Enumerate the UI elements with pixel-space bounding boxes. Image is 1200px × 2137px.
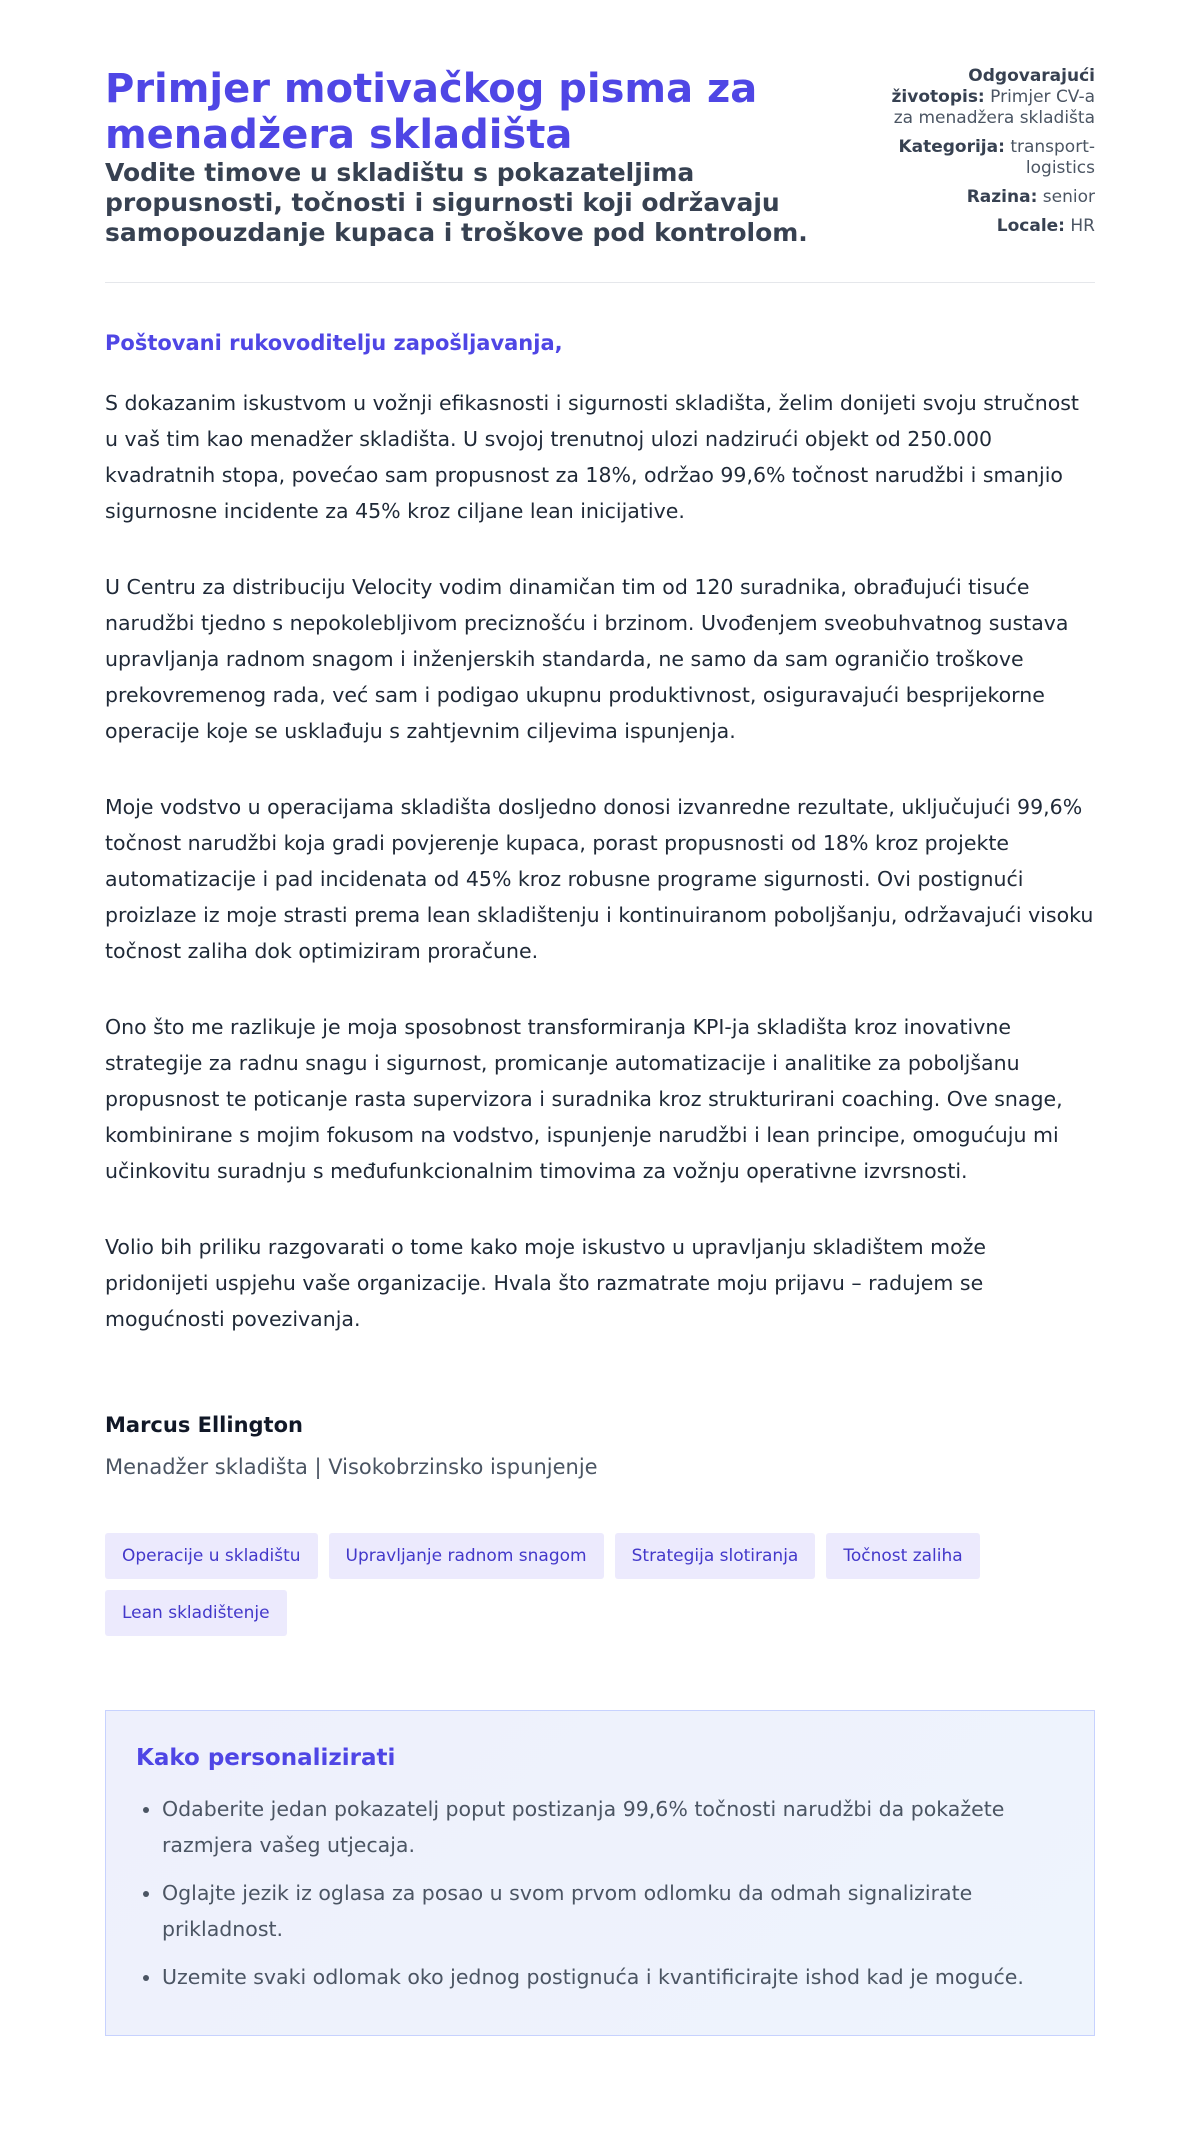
cover-letter-page — [105, 0, 1095, 2036]
tips-title: Kako personalizirati — [136, 1745, 396, 1771]
skill-tag[interactable]: Lean skladištenje — [105, 1590, 287, 1636]
skill-tag[interactable]: Upravljanje radnom snagom — [329, 1533, 604, 1579]
meta-matching-resume — [885, 66, 1095, 129]
tip-item: • Oglajte jezik iz oglasa za posao u svom prvom odlomku da odmah signalizirate prikladnost. — [162, 1875, 1064, 1947]
tip-item: • Uzemite svaki odlomak oko jednog postignuća i kvantificirajte ishod kad je moguće. — [162, 1959, 1064, 1995]
page-title: Primjer motivačkog pisma za menadžera skladišta — [105, 66, 758, 158]
meta-key: Kategorija: — [898, 137, 1005, 157]
meta-key: Odgovarajući životopis: — [891, 66, 1095, 107]
signature-name: Marcus Ellington — [105, 1413, 303, 1437]
meta-value: HR — [1070, 216, 1095, 236]
header-titles — [105, 66, 865, 248]
letter-body — [105, 283, 1095, 2036]
page-header — [105, 66, 1095, 283]
letter-paragraph: U Centru za distribuciju Velocity vodim dinamičan tim od 120 suradnika, obrađujući tisuće narudžbi tjedno s nepokolebljivom preciznošću i brzinom. Uvođenjem sveobuhvatnog sustava upravljanja radnom snagom i inženjerskih standarda, ne samo da sam ograničio troškove prekovremenog rada, već sam i podigao ukupnu produktivnost, osiguravajući besprijekorne operacije koje se usklađuju s zahtjevnim ciljevima ispunjenja. — [105, 575, 1069, 743]
meta-value-link[interactable]: Primjer CV-a za menadžera skladišta — [893, 87, 1095, 128]
meta-key: Razina: — [966, 187, 1038, 207]
letter-paragraph: Moje vodstvo u operacijama skladišta dosljedno donosi izvanredne rezultate, uključujući 99,6% točnost narudžbi koja gradi povjerenje kupaca, porast propusnosti od 18% kroz projekte automatizacije i pad incidenata od 45% kroz robusne programe sigurnosti. Ovi postignući proizlaze iz moje strasti prema lean skladištenju i kontinuiranom poboljšanju, održavajući visoku točnost zaliha dok optimiziram proračune. — [105, 795, 1094, 963]
meta-locale — [885, 216, 1095, 237]
meta-key: Locale: — [996, 216, 1065, 236]
letter-paragraph: Volio bih priliku razgovarati o tome kako moje iskustvo u upravljanju skladištem može pridonijeti uspjehu vaše organizacije. Hvala što razmatrate moju prijavu – radujem se mogućnosti povezivanja. — [105, 1235, 987, 1331]
signature-role: Menadžer skladišta | Visokobrzinsko ispunjenje — [105, 1455, 598, 1479]
personalize-tips-box — [105, 1710, 1095, 2036]
meta-value: transport-logistics — [1010, 137, 1095, 178]
skill-tag[interactable]: Strategija slotiranja — [615, 1533, 816, 1579]
skill-tag[interactable]: Točnost zaliha — [826, 1533, 979, 1579]
meta-value: senior — [1042, 187, 1095, 207]
meta-category — [885, 137, 1095, 179]
letter-paragraph: Ono što me razlikuje je moja sposobnost transformiranja KPI-ja skladišta kroz inovativne strategije za radnu snagu i sigurnost, promicanje automatizacije i analitike za poboljšanu propusnost te poticanje rasta supervizora i suradnika kroz strukturirani coaching. Ove snage, kombinirane s mojim fokusom na vodstvo, ispunjenje narudžbi i lean principe, omogućuju mi učinkovitu suradnju s međufunkcionalnim timovima za vožnju operativne izvrsnosti. — [105, 1015, 1063, 1183]
letter-greeting: Poštovani rukovoditelju zapošljavanja, — [105, 331, 563, 355]
tip-item: • Odaberite jedan pokazatelj poput postizanja 99,6% točnosti narudžbi da pokažete razmjera vašeg utjecaja. — [162, 1791, 1064, 1863]
page-subtitle: Vodite timove u skladištu s pokazateljima propusnosti, točnosti i sigurnosti koji održavaju samopouzdanje kupaca i troškove pod kontrolom. — [105, 158, 808, 247]
skill-tag[interactable]: Operacije u skladištu — [105, 1533, 318, 1579]
tips-list — [136, 1791, 1064, 1995]
letter-paragraph: S dokazanim iskustvom u vožnji efikasnosti i sigurnosti skladišta, želim donijeti svoju stručnost u vaš tim kao menadžer skladišta. U svojoj trenutnoj ulozi nadzirući objekt od 250.000 kvadratnih stopa, povećao sam propusnost za 18%, održao 99,6% točnost narudžbi i smanjio sigurnosne incidente za 45% kroz ciljane lean inicijative. — [105, 391, 1079, 523]
meta-panel — [885, 66, 1095, 245]
skill-tags — [105, 1533, 1095, 1636]
meta-level — [885, 187, 1095, 208]
